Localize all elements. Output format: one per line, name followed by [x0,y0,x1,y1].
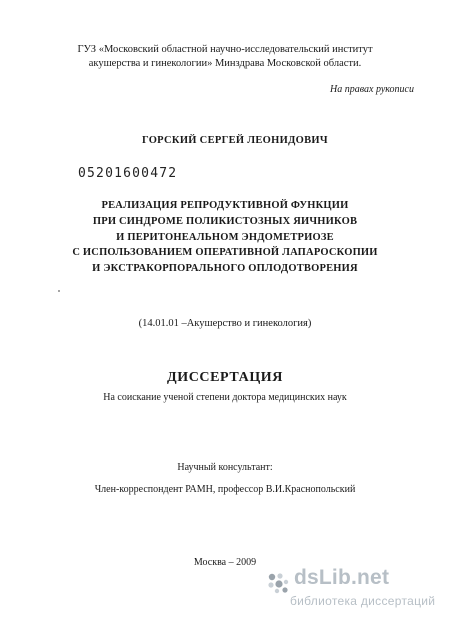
institution-header [0,43,450,70]
dissertation-title [0,198,450,277]
watermark-brand: dsLib.net [294,566,390,589]
document-type-heading: ДИССЕРТАЦИЯ [166,370,284,385]
title-line: ПРИ СИНДРОМЕ ПОЛИКИСТОЗНЫХ ЯИЧНИКОВ [92,215,358,227]
institution-line-1: ГУЗ «Московский областной научно-исследовательский институт [77,44,373,55]
consultant-label: Научный консультант: [177,462,273,473]
watermark-tagline: библиотека диссертаций [290,594,436,608]
title-line: И ПЕРИТОНЕАЛЬНОМ ЭНДОМЕТРИОЗЕ [116,231,334,243]
title-line: С ИСПОЛЬЗОВАНИЕМ ОПЕРАТИВНОЙ ЛАПАРОСКОПИИ [72,247,378,259]
degree-statement: На соискание ученой степени доктора медицинских наук [103,392,347,403]
author-name: ГОРСКИЙ СЕРГЕЙ ЛЕОНИДОВИЧ [142,135,328,146]
title-line: И ЭКСТРАКОРПОРАЛЬНОГО ОПЛОДОТВОРЕНИЯ [92,263,358,275]
city-year: Москва – 2009 [193,557,257,568]
institution-line-2: акушерства и гинекологии» Минздрава Московской области. [88,57,362,69]
manuscript-rights-note: На правах рукописи [330,84,414,95]
scan-speck [58,290,60,292]
watermark [266,563,442,613]
specialty-code: (14.01.01 –Акушерство и гинекология) [138,318,312,329]
consultant-name: Член-корреспондент РАМН, профессор В.И.Краснопольский [94,484,356,495]
registration-code: 05201600472 [78,166,178,181]
dslib-logo-icon [266,571,290,595]
title-line: РЕАЛИЗАЦИЯ РЕПРОДУКТИВНОЙ ФУНКЦИИ [101,200,349,211]
